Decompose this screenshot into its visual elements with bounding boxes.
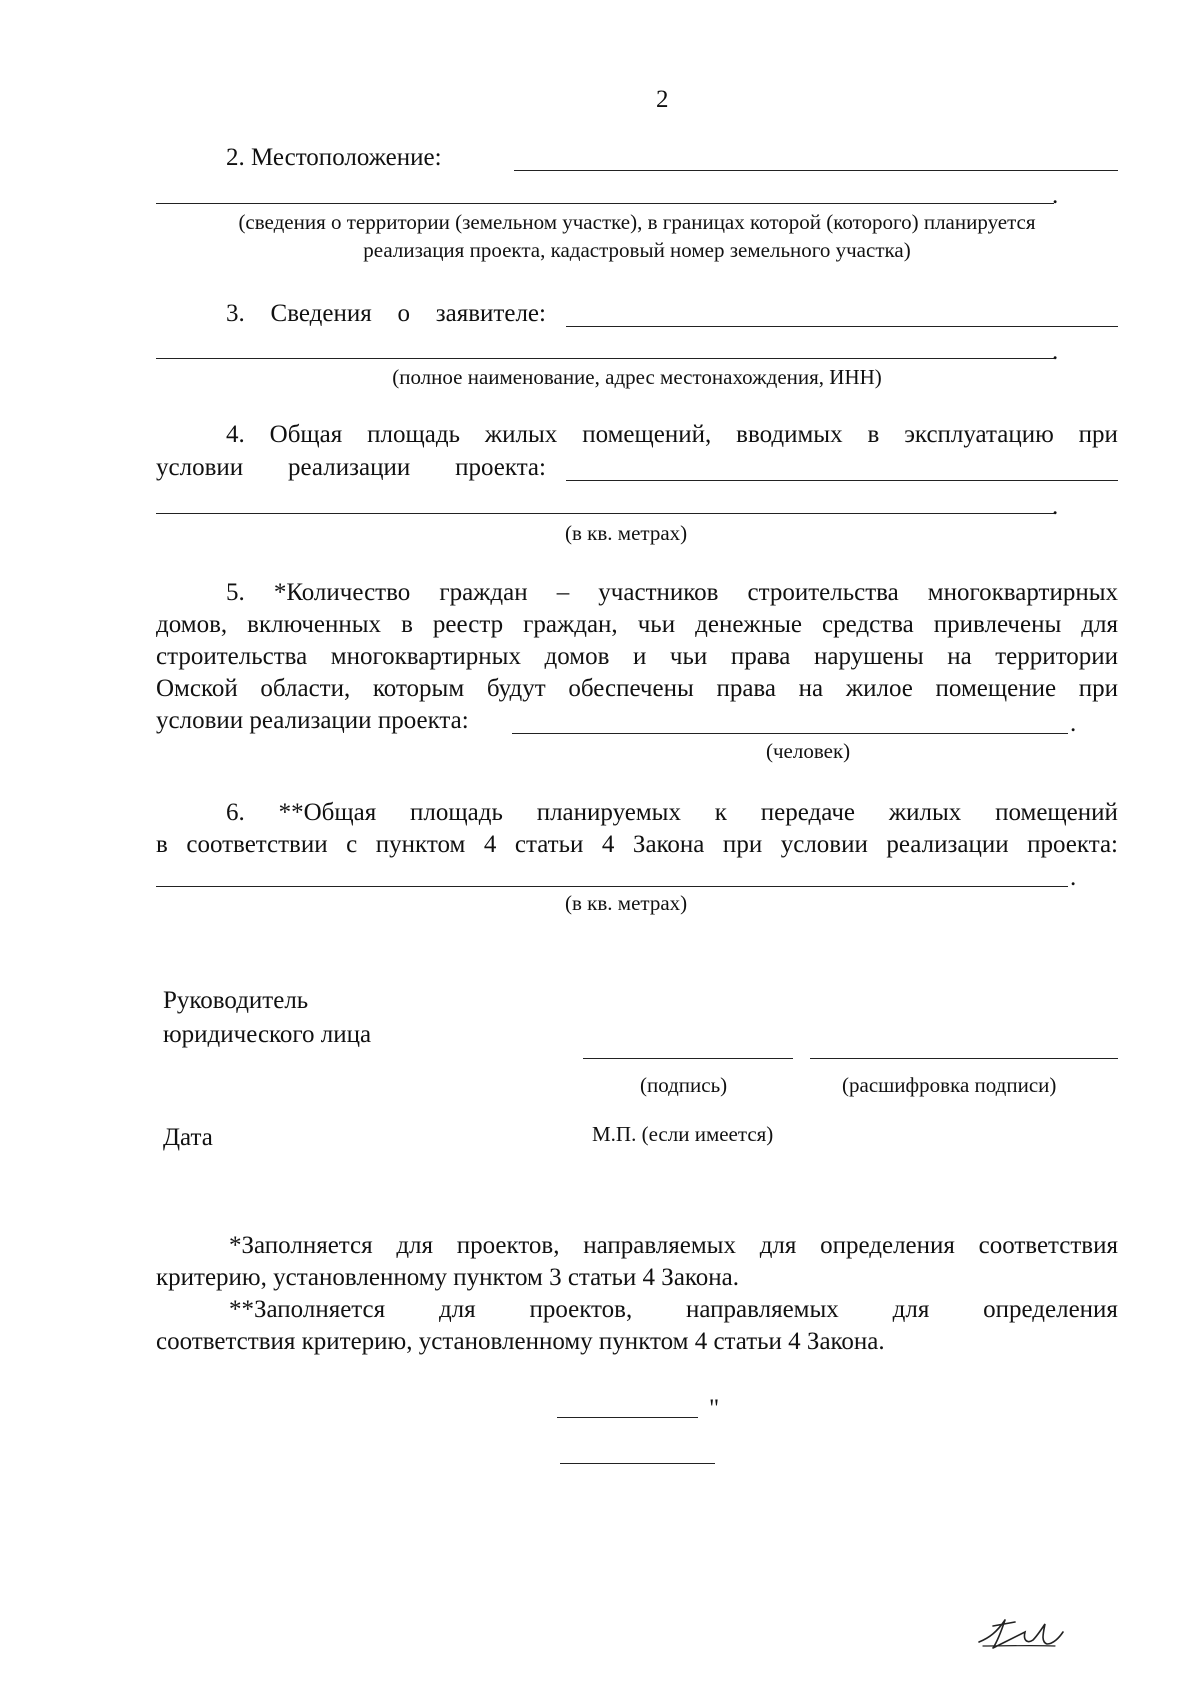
item6-l1-w6: жилых [888, 799, 962, 826]
item6-l1-w3: планируемых [536, 799, 681, 826]
item5-l1-w6: многоквартирных [927, 579, 1118, 606]
item5-line1 [226, 577, 1118, 609]
item5-line3: строительства многоквартирных домов и чьи права нарушены на территории [156, 643, 1118, 670]
item2-fill-line-2[interactable] [156, 203, 1054, 204]
fn2-w3: направляемых [686, 1296, 839, 1323]
item3-w1: Сведения [270, 300, 372, 327]
item4-l1-w3: жилых [484, 421, 558, 448]
fn2-w5: определения [983, 1296, 1118, 1323]
item4-l2-w0: условии [156, 454, 244, 481]
fn2-w1: для [438, 1296, 476, 1323]
item2-period: . [1052, 182, 1059, 209]
item5-line4: Омской области, которым будут обеспечены права на жилое помещение при [156, 675, 1118, 702]
signature-label: (подпись) [640, 1073, 728, 1097]
item6-l1-w5: передаче [760, 799, 855, 826]
item5-line5: условии реализации проекта: [156, 707, 469, 734]
page-number: 2 [656, 86, 669, 113]
item5-fill-line[interactable] [512, 733, 1068, 734]
signature-decode-line[interactable] [810, 1058, 1118, 1059]
item4-l1-w4: помещений, [582, 421, 712, 448]
item6-l1-w1: **Общая [278, 799, 377, 826]
item6-line1 [226, 797, 1118, 829]
item4-l1-w7: эксплуатацию [904, 421, 1054, 448]
item4-l1-w1: Общая [269, 421, 343, 448]
item6-l1-w7: помещений [995, 799, 1118, 826]
footnote1-line1: *Заполняется для проектов, направляемых для определения соответствия [229, 1232, 1118, 1259]
head-title-line2: юридического лица [163, 1021, 372, 1048]
item5-period: . [1070, 710, 1077, 737]
item5-l1-w0: 5. [226, 579, 245, 606]
footnote1-line2: критерию, установленному пунктом 3 статьи 4 Закона. [156, 1264, 740, 1291]
item6-l1-w0: 6. [226, 799, 245, 826]
item3-fill-line-1[interactable] [566, 326, 1118, 327]
item2-note-line2: реализация проекта, кадастровый номер земельного участка) [363, 238, 911, 262]
item4-l1-w0: 4. [226, 421, 245, 448]
handwritten-initials [975, 1612, 1065, 1654]
item4-l1-w5: вводимых [736, 421, 843, 448]
item5-note: (человек) [766, 739, 851, 763]
stamp-label: М.П. (если имеется) [592, 1122, 774, 1146]
item5-l1-w4: участников [598, 579, 719, 606]
fn2-w0: **Заполняется [229, 1296, 386, 1323]
fn2-w4: для [892, 1296, 930, 1323]
item3-w2: о [397, 300, 410, 327]
closing-quote: " [709, 1395, 720, 1422]
item4-l1-w2: площадь [367, 421, 460, 448]
item4-note: (в кв. метрах) [565, 521, 688, 545]
item3-note: (полное наименование, адрес местонахождения, ИНН) [392, 365, 882, 389]
item5-l1-w2: граждан [439, 579, 528, 606]
item2-label: 2. Местоположение: [226, 144, 442, 171]
item4-l2-w1: реализации [288, 454, 411, 481]
item3-period: . [1052, 338, 1059, 365]
item6-l1-w2: площадь [410, 799, 503, 826]
closing-line-2 [560, 1463, 715, 1464]
item4-fill-line-2[interactable] [156, 513, 1054, 514]
item6-note: (в кв. метрах) [565, 891, 688, 915]
item6-period: . [1070, 864, 1077, 891]
head-title-line1: Руководитель [163, 987, 309, 1014]
item4-fill-line-1[interactable] [566, 480, 1118, 481]
item3-w0: 3. [226, 300, 245, 327]
item5-l1-w1: *Количество [273, 579, 411, 606]
item6-fill-line[interactable] [156, 886, 1068, 887]
signature-decode-label: (расшифровка подписи) [842, 1073, 1057, 1097]
item4-l1-w8: при [1078, 421, 1118, 448]
item6-line2: в соответствии с пунктом 4 статьи 4 Закона при условии реализации проекта: [156, 831, 1118, 858]
item3-w3: заявителе: [435, 300, 546, 327]
item3-label [226, 298, 546, 330]
signature-line[interactable] [583, 1058, 793, 1059]
footnote2-line1 [229, 1294, 1118, 1326]
item5-l1-w3: – [556, 579, 570, 606]
fn2-w2: проектов, [529, 1296, 633, 1323]
closing-line-1 [557, 1417, 698, 1418]
item2-fill-line-1[interactable] [514, 170, 1118, 171]
item4-l1-w6: в [867, 421, 880, 448]
item5-line2: домов, включенных в реестр граждан, чьи денежные средства привлечены для [156, 611, 1118, 638]
item3-fill-line-2[interactable] [156, 358, 1054, 359]
item4-period: . [1052, 493, 1059, 520]
item5-l1-w5: строительства [747, 579, 899, 606]
item4-line1 [226, 419, 1118, 451]
item4-line2 [156, 452, 546, 484]
item6-l1-w4: к [714, 799, 727, 826]
date-label: Дата [163, 1124, 213, 1151]
item2-note-line1: (сведения о территории (земельном участке), в границах которой (которого) планируется [238, 210, 1036, 234]
item4-l2-w2: проекта: [455, 454, 546, 481]
footnote2-line2: соответствия критерию, установленному пунктом 4 статьи 4 Закона. [156, 1328, 885, 1355]
